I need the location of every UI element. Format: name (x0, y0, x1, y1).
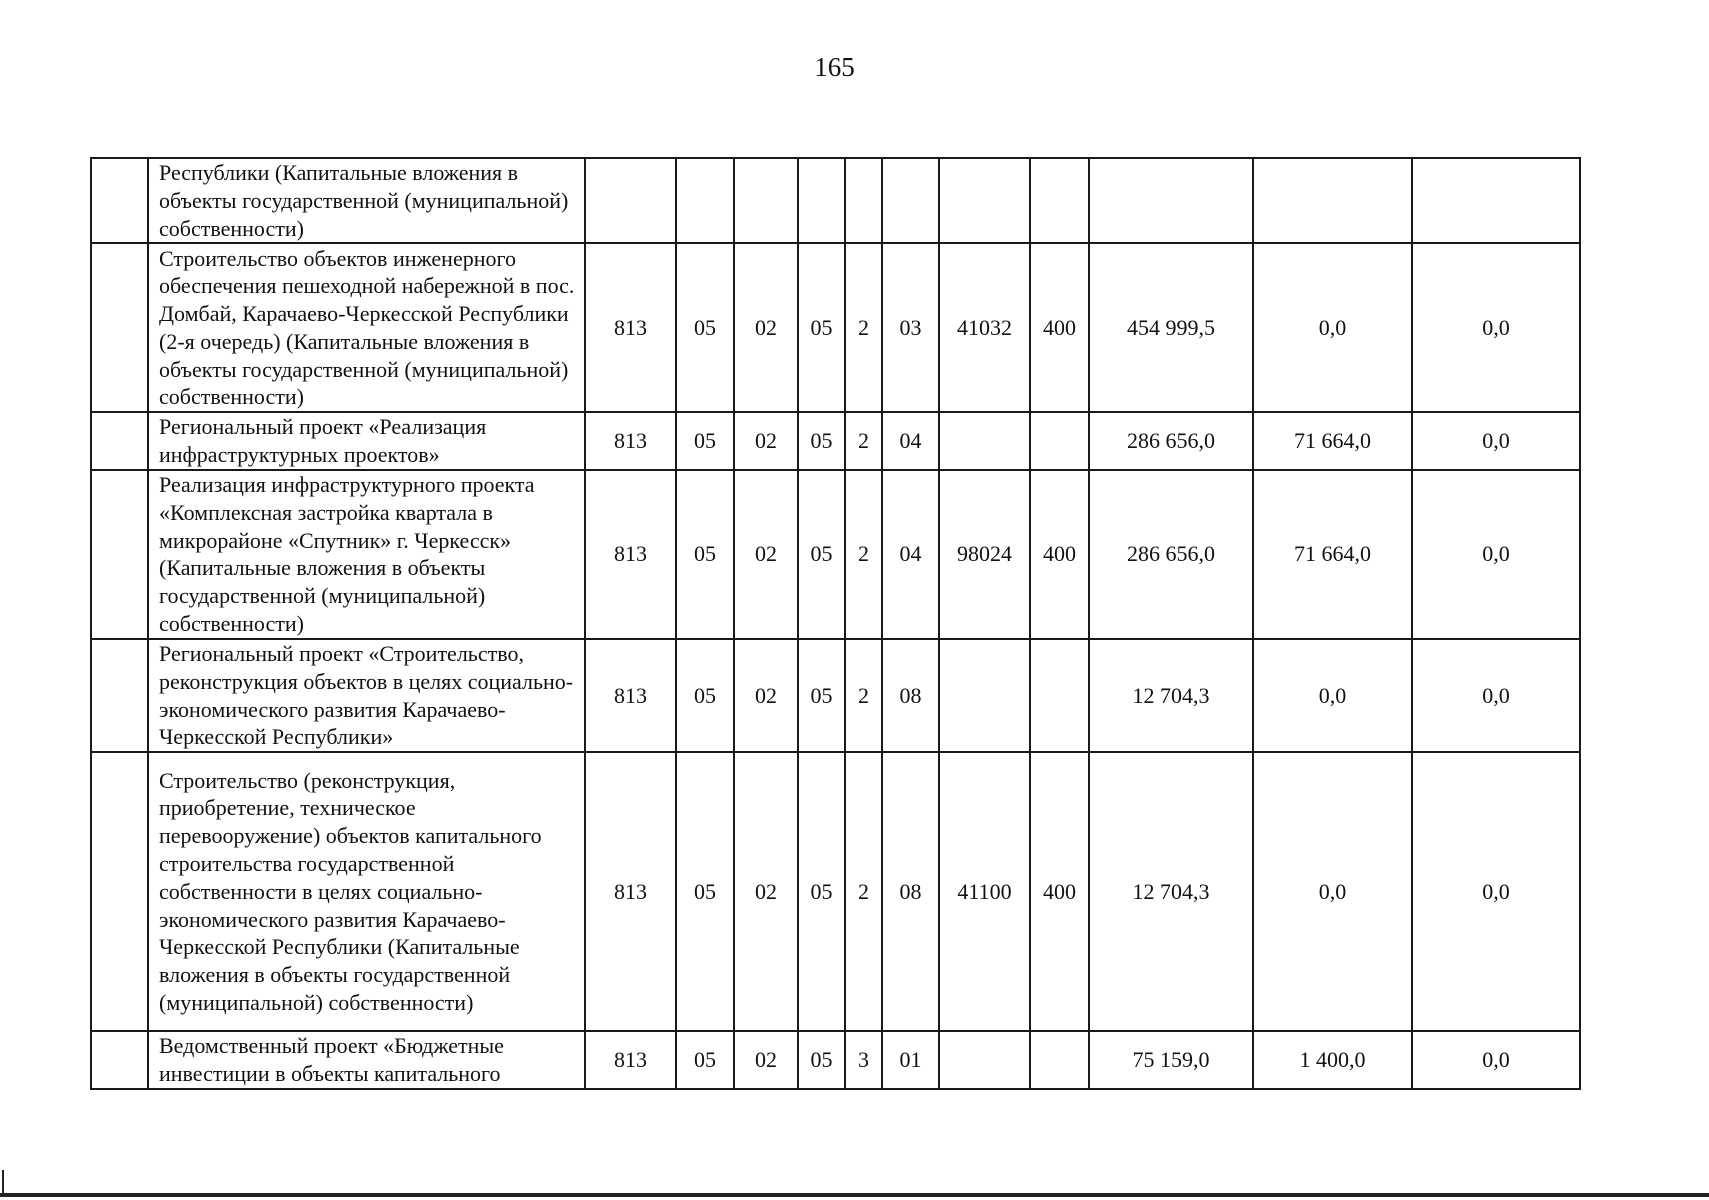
row-description: Региональный проект «Строительство, реконструкция объектов в целях социально-экономического развития Карачаево-Черкесской Республики» (148, 639, 585, 752)
table-row (91, 639, 1580, 752)
blank-cell (91, 752, 148, 1031)
expense-type: 400 (1030, 752, 1089, 1031)
ministry-code: 813 (585, 470, 676, 639)
amount-year-1: 454 999,5 (1089, 243, 1253, 412)
amount-year-3: 0,0 (1412, 243, 1580, 412)
program-code: 05 (798, 1031, 845, 1089)
amount-year-2 (1253, 158, 1412, 243)
amount-year-2: 0,0 (1253, 243, 1412, 412)
section-code: 05 (676, 243, 734, 412)
row-description: Реализация инфраструктурного проекта «Комплексная застройка квартала в микрорайоне «Спутник» г. Черкесск» (Капитальные вложения в объекты государственной (муниципальной) собственности) (148, 470, 585, 639)
amount-year-3: 0,0 (1412, 752, 1580, 1031)
table-row (91, 158, 1580, 243)
direction-code (939, 639, 1030, 752)
amount-year-1 (1089, 158, 1253, 243)
subsection-code: 02 (734, 470, 798, 639)
program-code: 05 (798, 243, 845, 412)
project-code: 08 (882, 752, 939, 1031)
amount-year-3: 0,0 (1412, 412, 1580, 470)
amount-year-3: 0,0 (1412, 1031, 1580, 1089)
section-code: 05 (676, 412, 734, 470)
row-description: Региональный проект «Реализация инфраструктурных проектов» (148, 412, 585, 470)
subsection-code: 02 (734, 639, 798, 752)
amount-year-2: 1 400,0 (1253, 1031, 1412, 1089)
scan-edge-mark (2, 1170, 4, 1195)
row-description: Республики (Капитальные вложения в объекты государственной (муниципальной) собственности) (148, 158, 585, 243)
project-code: 01 (882, 1031, 939, 1089)
blank-cell (91, 639, 148, 752)
amount-year-1: 12 704,3 (1089, 639, 1253, 752)
subsection-code (734, 158, 798, 243)
program-code: 05 (798, 752, 845, 1031)
program-code: 05 (798, 412, 845, 470)
direction-code (939, 412, 1030, 470)
amount-year-1: 286 656,0 (1089, 470, 1253, 639)
program-code: 05 (798, 639, 845, 752)
subsection-code: 02 (734, 243, 798, 412)
subprogram-code (845, 158, 882, 243)
table-row (91, 752, 1580, 1031)
expense-type: 400 (1030, 470, 1089, 639)
amount-year-1: 75 159,0 (1089, 1031, 1253, 1089)
amount-year-2: 71 664,0 (1253, 412, 1412, 470)
expense-type: 400 (1030, 243, 1089, 412)
direction-code (939, 158, 1030, 243)
blank-cell (91, 412, 148, 470)
subsection-code: 02 (734, 412, 798, 470)
table-row (91, 412, 1580, 470)
project-code: 04 (882, 470, 939, 639)
program-code: 05 (798, 470, 845, 639)
table-row (91, 470, 1580, 639)
row-description: Строительство (реконструкция, приобретение, техническое перевооружение) объектов капитального строительства государственной собственности в целях социально-экономического развития Карачаево-Черкесской Республики (Капитальные вложения в объекты государственной (муниципальной) собственности) (148, 752, 585, 1031)
blank-cell (91, 158, 148, 243)
page-number: 165 (814, 52, 855, 82)
amount-year-1: 12 704,3 (1089, 752, 1253, 1031)
program-code (798, 158, 845, 243)
amount-year-3: 0,0 (1412, 470, 1580, 639)
ministry-code (585, 158, 676, 243)
subsection-code: 02 (734, 752, 798, 1031)
section-code: 05 (676, 470, 734, 639)
project-code: 08 (882, 639, 939, 752)
project-code (882, 158, 939, 243)
budget-table (90, 157, 1581, 1090)
table-row (91, 243, 1580, 412)
section-code: 05 (676, 752, 734, 1031)
direction-code (939, 1031, 1030, 1089)
subsection-code: 02 (734, 1031, 798, 1089)
table-row (91, 1031, 1580, 1089)
row-description: Ведомственный проект «Бюджетные инвестиции в объекты капитального (148, 1031, 585, 1089)
amount-year-1: 286 656,0 (1089, 412, 1253, 470)
section-code (676, 158, 734, 243)
amount-year-2: 0,0 (1253, 639, 1412, 752)
row-description: Строительство объектов инженерного обеспечения пешеходной набережной в пос. Домбай, Карачаево-Черкесской Республики (2-я очередь) (Капитальные вложения в объекты государственной (муниципальной) собственности) (148, 243, 585, 412)
section-code: 05 (676, 1031, 734, 1089)
amount-year-3: 0,0 (1412, 639, 1580, 752)
blank-cell (91, 243, 148, 412)
expense-type (1030, 639, 1089, 752)
expense-type (1030, 1031, 1089, 1089)
ministry-code: 813 (585, 752, 676, 1031)
project-code: 04 (882, 412, 939, 470)
scan-bottom-edge (0, 1193, 1709, 1197)
blank-cell (91, 1031, 148, 1089)
direction-code: 41100 (939, 752, 1030, 1031)
blank-cell (91, 470, 148, 639)
subprogram-code: 2 (845, 639, 882, 752)
amount-year-2: 71 664,0 (1253, 470, 1412, 639)
subprogram-code: 2 (845, 243, 882, 412)
subprogram-code: 2 (845, 412, 882, 470)
project-code: 03 (882, 243, 939, 412)
section-code: 05 (676, 639, 734, 752)
subprogram-code: 2 (845, 470, 882, 639)
amount-year-3 (1412, 158, 1580, 243)
direction-code: 98024 (939, 470, 1030, 639)
ministry-code: 813 (585, 1031, 676, 1089)
ministry-code: 813 (585, 412, 676, 470)
direction-code: 41032 (939, 243, 1030, 412)
subprogram-code: 3 (845, 1031, 882, 1089)
ministry-code: 813 (585, 639, 676, 752)
expense-type (1030, 412, 1089, 470)
expense-type (1030, 158, 1089, 243)
subprogram-code: 2 (845, 752, 882, 1031)
amount-year-2: 0,0 (1253, 752, 1412, 1031)
ministry-code: 813 (585, 243, 676, 412)
